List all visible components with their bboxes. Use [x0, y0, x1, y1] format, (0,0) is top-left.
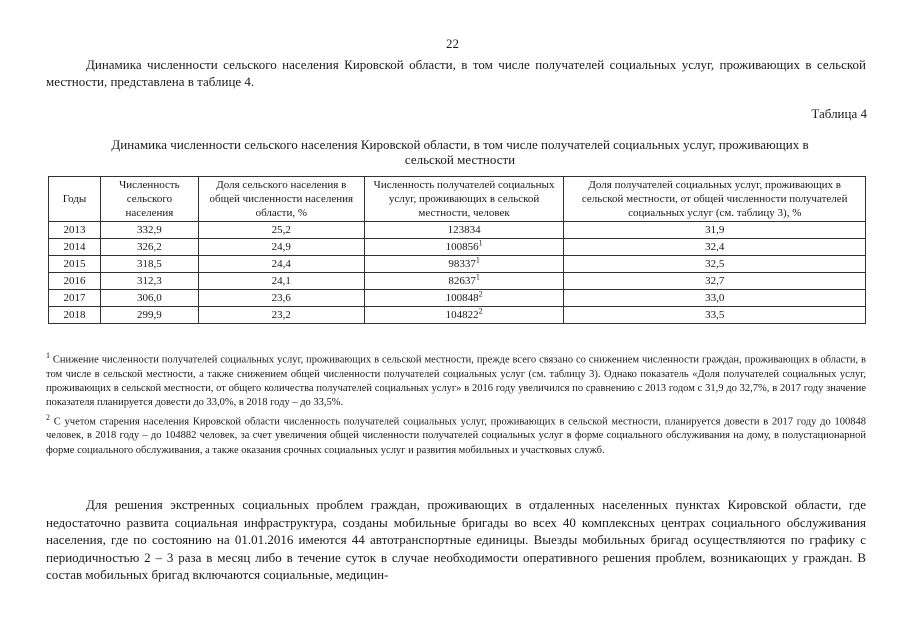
cell-recipients-share: 32,5	[564, 256, 866, 273]
cell-recipients	[364, 307, 564, 324]
footnote-2-text: С учетом старения населения Кировской области численность получателей социальных услуг, проживающих в сельской местности, планируется довести в 2017 году до 100848 человек, в 2018 году – до 104882 человек, за счет увеличения общей численности получателей социальных услуг в форме социального обслуживания на дому, в полустационарной форме социального обслуживания, а также оказания срочных социальных услуг и развития мобильных и участковых служб.	[46, 416, 866, 456]
table-row	[49, 239, 866, 256]
footnote-mark: 1	[475, 272, 480, 282]
cell-recipients-share: 32,7	[564, 273, 866, 290]
footnote-mark: 1	[475, 255, 480, 265]
body-paragraph: Для решения экстренных социальных проблем граждан, проживающих в отдаленных населенных пунктах Кировской области, где недостаточно развита социальная инфраструктура, созданы мобильные бригады во всех 40 комплексных центрах социального обслуживания населения, где по состоянию на 01.01.2016 имеются 44 автотранспортные единицы. Выезды мобильных бригад осуществляются по графику с периодичностью 2 – 3 раза в месяц либо в течение суток в случае необходимости оперативного решения проблем, возникающих у граждан. В состав мобильных бригад включаются социальные, медицин-	[46, 497, 866, 582]
footnote-1	[46, 349, 866, 411]
cell-recipients	[364, 239, 564, 256]
footnotes	[46, 349, 866, 458]
cell-year: 2017	[49, 290, 101, 307]
header-recipients-share: Доля получателей социальных услуг, проживающих в сельской местности, от общей численности получателей социальных услуг (см. таблицу 3), %	[564, 177, 866, 222]
cell-share: 24,1	[198, 273, 364, 290]
footnote-mark: 2	[478, 289, 483, 299]
cell-share: 24,9	[198, 239, 364, 256]
header-years: Годы	[49, 177, 101, 222]
cell-share: 24,4	[198, 256, 364, 273]
recipients-value: 82637	[448, 275, 476, 287]
recipients-value: 100856	[445, 241, 479, 253]
cell-recipients	[364, 222, 564, 239]
footnote-1-text: Снижение численности получателей социальных услуг, проживающих в сельской местности, прежде всего связано со снижением численности граждан, проживающих в области, в том числе в сельской местности, а также снижением общей численности получателей социальных услуг (см. таблицу 3). Однако показатель «Доля получателей социальных услуг, проживающих в сельской местности, от общего количества получателей социальных услуг» в 2016 году увеличился по сравнению с 2013 годом с 31,9 до 32,7%, в 2017 году значение показателя планируется довести до 33,0%, в 2018 году – до 33,5%.	[46, 354, 866, 409]
table-row	[49, 273, 866, 290]
table-row	[49, 222, 866, 239]
cell-share: 23,2	[198, 307, 364, 324]
table-row	[49, 307, 866, 324]
cell-year: 2014	[49, 239, 101, 256]
cell-year: 2018	[49, 307, 101, 324]
cell-population: 332,9	[100, 222, 198, 239]
cell-year: 2015	[49, 256, 101, 273]
cell-population: 318,5	[100, 256, 198, 273]
cell-recipients-share: 32,4	[564, 239, 866, 256]
table-row	[49, 290, 866, 307]
cell-recipients	[364, 256, 564, 273]
table-row	[49, 256, 866, 273]
cell-recipients-share: 33,0	[564, 290, 866, 307]
header-rural-population: Численность сельского населения	[100, 177, 198, 222]
table-label: Таблица 4	[811, 106, 867, 121]
cell-population: 306,0	[100, 290, 198, 307]
footnote-1-mark: 1	[46, 351, 50, 360]
recipients-value: 123834	[447, 224, 481, 236]
cell-recipients-share: 33,5	[564, 307, 866, 324]
cell-recipients	[364, 290, 564, 307]
cell-population: 312,3	[100, 273, 198, 290]
footnote-2	[46, 411, 866, 458]
footnote-mark: 1	[478, 238, 483, 248]
data-table	[48, 176, 866, 324]
cell-population: 326,2	[100, 239, 198, 256]
recipients-value: 100848	[445, 292, 479, 304]
footnote-mark: 2	[478, 306, 483, 316]
page-number: 22	[446, 36, 459, 51]
cell-year: 2013	[49, 222, 101, 239]
header-recipients: Численность получателей социальных услуг, проживающих в сельской местности, человек	[364, 177, 564, 222]
cell-share: 25,2	[198, 222, 364, 239]
cell-population: 299,9	[100, 307, 198, 324]
footnote-2-mark: 2	[46, 412, 50, 422]
table-title: Динамика численности сельского населения Кировской области, в том числе получателей социальных услуг, проживающих в сельской местности	[111, 137, 809, 167]
cell-year: 2016	[49, 273, 101, 290]
cell-recipients-share: 31,9	[564, 222, 866, 239]
cell-recipients	[364, 273, 564, 290]
header-rural-share: Доля сельского населения в общей численности населения области, %	[198, 177, 364, 222]
cell-share: 23,6	[198, 290, 364, 307]
recipients-value: 98337	[448, 258, 476, 270]
intro-paragraph: Динамика численности сельского населения Кировской области, в том числе получателей социальных услуг, проживающих в сельской местности, представлена в таблице 4.	[46, 57, 866, 89]
table-header-row	[49, 177, 866, 222]
recipients-value: 104822	[445, 309, 479, 321]
